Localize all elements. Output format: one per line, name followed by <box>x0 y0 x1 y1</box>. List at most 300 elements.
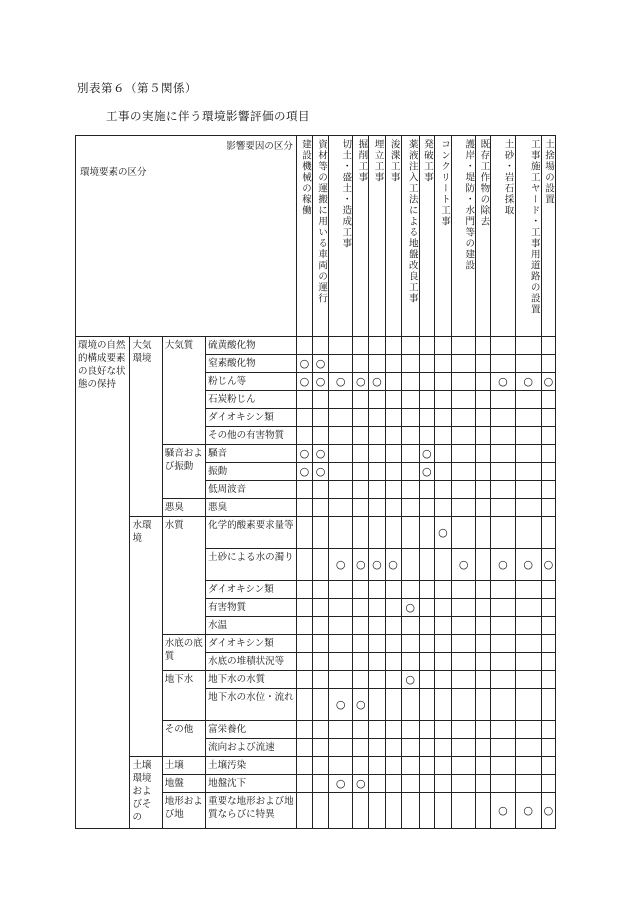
mark-cell <box>491 445 515 463</box>
mark-cell <box>515 757 541 775</box>
mark-cell <box>491 653 515 671</box>
mark-cell <box>369 739 385 757</box>
mark-cell <box>369 481 385 499</box>
mark-cell <box>385 721 401 739</box>
mark-cell <box>541 337 555 355</box>
mark-cell <box>452 391 476 409</box>
category-l3-other: その他 <box>162 721 205 757</box>
mark-cell: ○ <box>329 775 353 793</box>
mark-cell <box>476 517 491 549</box>
col-header: 埋立工事 <box>369 136 385 337</box>
col-header: 護岸・堤防・水門等の建設 <box>452 136 476 337</box>
mark-cell: ○ <box>515 793 541 829</box>
col-header: 切土・盛土・造成工事 <box>329 136 353 337</box>
mark-cell <box>385 481 401 499</box>
mark-cell <box>491 671 515 689</box>
mark-cell <box>419 653 434 671</box>
category-l2-water-env: 水環境 <box>130 517 162 757</box>
col-header: 掘削工事 <box>353 136 369 337</box>
mark-cell <box>515 739 541 757</box>
row-label: 化学的酸素要求量等 <box>206 517 297 549</box>
mark-cell <box>419 391 434 409</box>
mark-cell <box>296 757 312 775</box>
mark-cell <box>541 671 555 689</box>
mark-cell <box>329 391 353 409</box>
mark-cell <box>476 721 491 739</box>
mark-cell <box>369 775 385 793</box>
mark-cell <box>385 775 401 793</box>
mark-cell <box>369 617 385 635</box>
col-header: 既存工作物の除去 <box>476 136 491 337</box>
mark-cell <box>515 337 541 355</box>
category-l3-ground: 地盤 <box>162 775 205 793</box>
mark-cell <box>353 617 369 635</box>
mark-cell <box>385 409 401 427</box>
mark-cell <box>541 617 555 635</box>
mark-cell: ○ <box>329 689 353 721</box>
mark-cell <box>296 653 312 671</box>
row-label: ダイオキシン類 <box>206 409 297 427</box>
col-header: 資材等の運搬に用いる車両の運行 <box>312 136 328 337</box>
mark-cell <box>452 499 476 517</box>
mark-cell <box>329 409 353 427</box>
mark-cell <box>541 391 555 409</box>
mark-cell: ○ <box>296 445 312 463</box>
mark-cell <box>296 499 312 517</box>
mark-cell <box>434 757 451 775</box>
mark-cell <box>452 337 476 355</box>
mark-cell <box>476 481 491 499</box>
mark-cell <box>312 757 328 775</box>
mark-cell <box>515 445 541 463</box>
mark-cell <box>515 481 541 499</box>
mark-cell <box>312 481 328 499</box>
mark-cell <box>434 445 451 463</box>
mark-cell <box>312 671 328 689</box>
assessment-table <box>75 135 556 829</box>
mark-cell <box>329 721 353 739</box>
mark-cell: ○ <box>541 373 555 391</box>
mark-cell <box>296 775 312 793</box>
mark-cell <box>541 739 555 757</box>
category-l3-noise: 騒音および振動 <box>162 445 205 499</box>
mark-cell <box>515 355 541 373</box>
category-l3-odor: 悪臭 <box>162 499 205 517</box>
mark-cell <box>296 617 312 635</box>
mark-cell <box>434 337 451 355</box>
col-header: 浚渫工事 <box>385 136 401 337</box>
mark-cell <box>452 617 476 635</box>
mark-cell <box>434 581 451 599</box>
mark-cell <box>491 757 515 775</box>
table-title: 工事の実施に伴う環境影響評価の項目 <box>106 109 310 123</box>
mark-cell: ○ <box>491 373 515 391</box>
mark-cell <box>401 721 419 739</box>
mark-cell <box>385 373 401 391</box>
mark-cell <box>434 499 451 517</box>
mark-cell <box>353 599 369 617</box>
category-l3-groundwater: 地下水 <box>162 671 205 721</box>
mark-cell: ○ <box>434 517 451 549</box>
mark-cell: ○ <box>515 373 541 391</box>
mark-cell <box>353 481 369 499</box>
mark-cell <box>434 653 451 671</box>
mark-cell <box>491 409 515 427</box>
mark-cell <box>353 653 369 671</box>
mark-cell <box>515 581 541 599</box>
row-label: 騒音 <box>206 445 297 463</box>
mark-cell <box>353 739 369 757</box>
mark-cell <box>434 635 451 653</box>
mark-cell <box>541 721 555 739</box>
mark-cell <box>296 689 312 721</box>
mark-cell <box>369 409 385 427</box>
mark-cell: ○ <box>312 445 328 463</box>
mark-cell <box>401 373 419 391</box>
mark-cell <box>401 775 419 793</box>
mark-cell <box>329 739 353 757</box>
mark-cell <box>385 671 401 689</box>
mark-cell <box>541 499 555 517</box>
row-label: 悪臭 <box>206 499 297 517</box>
row-label: 低周波音 <box>206 481 297 499</box>
mark-cell <box>452 427 476 445</box>
mark-cell <box>369 391 385 409</box>
mark-cell <box>419 599 434 617</box>
mark-cell <box>401 653 419 671</box>
mark-cell <box>419 721 434 739</box>
row-label: 地下水の水質 <box>206 671 297 689</box>
mark-cell <box>452 757 476 775</box>
mark-cell <box>476 337 491 355</box>
mark-cell <box>452 355 476 373</box>
mark-cell <box>296 337 312 355</box>
mark-cell <box>329 337 353 355</box>
mark-cell <box>401 739 419 757</box>
mark-cell <box>401 463 419 481</box>
mark-cell <box>476 599 491 617</box>
mark-cell <box>434 599 451 617</box>
mark-cell <box>491 463 515 481</box>
row-label: 地盤沈下 <box>206 775 297 793</box>
mark-cell <box>385 355 401 373</box>
mark-cell <box>434 617 451 635</box>
mark-cell <box>434 775 451 793</box>
mark-cell <box>541 653 555 671</box>
mark-cell <box>329 653 353 671</box>
mark-cell <box>476 463 491 481</box>
mark-cell <box>369 517 385 549</box>
mark-cell <box>369 653 385 671</box>
mark-cell <box>353 445 369 463</box>
mark-cell <box>296 581 312 599</box>
mark-cell <box>491 739 515 757</box>
mark-cell <box>515 721 541 739</box>
mark-cell <box>312 517 328 549</box>
mark-cell <box>491 517 515 549</box>
mark-cell <box>401 337 419 355</box>
mark-cell <box>329 757 353 775</box>
mark-cell <box>452 599 476 617</box>
mark-cell <box>515 391 541 409</box>
mark-cell <box>401 391 419 409</box>
mark-cell <box>515 775 541 793</box>
col-header: コンクリート工事 <box>434 136 451 337</box>
mark-cell <box>419 409 434 427</box>
mark-cell <box>434 463 451 481</box>
mark-cell <box>452 775 476 793</box>
mark-cell <box>369 635 385 653</box>
mark-cell <box>312 499 328 517</box>
mark-cell <box>369 463 385 481</box>
mark-cell <box>491 689 515 721</box>
table-row <box>76 757 556 775</box>
mark-cell <box>434 373 451 391</box>
mark-cell <box>401 517 419 549</box>
mark-cell <box>476 581 491 599</box>
mark-cell <box>419 775 434 793</box>
category-l2-soil-env: 土壌環境およびその <box>130 757 162 829</box>
mark-cell <box>385 793 401 829</box>
mark-cell <box>353 391 369 409</box>
mark-cell <box>541 481 555 499</box>
mark-cell <box>476 689 491 721</box>
mark-cell <box>541 635 555 653</box>
mark-cell <box>541 599 555 617</box>
mark-cell <box>434 689 451 721</box>
mark-cell <box>369 793 385 829</box>
mark-cell <box>296 517 312 549</box>
mark-cell <box>434 427 451 445</box>
mark-cell <box>329 445 353 463</box>
row-label: 土壌汚染 <box>206 757 297 775</box>
mark-cell <box>434 793 451 829</box>
mark-cell <box>385 517 401 549</box>
mark-cell <box>312 409 328 427</box>
mark-cell <box>419 671 434 689</box>
mark-cell <box>312 581 328 599</box>
mark-cell <box>419 617 434 635</box>
mark-cell <box>369 757 385 775</box>
mark-cell <box>476 549 491 581</box>
category-l3-bottom: 水底の底質 <box>162 635 205 671</box>
mark-cell <box>369 689 385 721</box>
mark-cell <box>491 337 515 355</box>
mark-cell <box>329 635 353 653</box>
mark-cell: ○ <box>515 549 541 581</box>
mark-cell <box>353 721 369 739</box>
mark-cell <box>401 689 419 721</box>
mark-cell <box>296 427 312 445</box>
mark-cell <box>353 427 369 445</box>
mark-cell <box>515 635 541 653</box>
mark-cell <box>515 599 541 617</box>
factor-label: 影響要因の区分 <box>226 141 293 152</box>
mark-cell <box>401 427 419 445</box>
category-l3-water-quality: 水質 <box>162 517 205 635</box>
mark-cell <box>329 581 353 599</box>
mark-cell: ○ <box>491 549 515 581</box>
mark-cell <box>434 549 451 581</box>
mark-cell: ○ <box>353 549 369 581</box>
mark-cell <box>541 581 555 599</box>
mark-cell <box>353 793 369 829</box>
category-l1: 環境の自然的構成要素の良好な状態の保持 <box>76 337 130 829</box>
mark-cell: ○ <box>329 373 353 391</box>
mark-cell <box>353 757 369 775</box>
mark-cell <box>312 427 328 445</box>
mark-cell <box>385 617 401 635</box>
mark-cell <box>452 409 476 427</box>
mark-cell <box>476 635 491 653</box>
mark-cell <box>491 635 515 653</box>
mark-cell: ○ <box>312 463 328 481</box>
mark-cell: ○ <box>369 373 385 391</box>
mark-cell <box>385 391 401 409</box>
mark-cell <box>385 427 401 445</box>
mark-cell <box>385 635 401 653</box>
mark-cell <box>353 581 369 599</box>
mark-cell <box>385 757 401 775</box>
row-label: 水底の堆積状況等 <box>206 653 297 671</box>
mark-cell <box>476 373 491 391</box>
mark-cell <box>353 409 369 427</box>
mark-cell <box>296 549 312 581</box>
mark-cell <box>452 671 476 689</box>
mark-cell <box>419 689 434 721</box>
mark-cell <box>476 427 491 445</box>
mark-cell <box>515 499 541 517</box>
mark-cell <box>491 775 515 793</box>
mark-cell <box>369 671 385 689</box>
mark-cell <box>385 739 401 757</box>
mark-cell <box>353 355 369 373</box>
row-label: 硫黄酸化物 <box>206 337 297 355</box>
mark-cell <box>369 445 385 463</box>
mark-cell <box>452 739 476 757</box>
mark-cell <box>296 599 312 617</box>
mark-cell <box>541 445 555 463</box>
mark-cell <box>312 653 328 671</box>
mark-cell <box>312 617 328 635</box>
mark-cell <box>419 549 434 581</box>
mark-cell <box>491 391 515 409</box>
mark-cell <box>452 653 476 671</box>
header-row <box>76 136 556 337</box>
mark-cell <box>419 581 434 599</box>
mark-cell: ○ <box>353 775 369 793</box>
mark-cell <box>296 391 312 409</box>
mark-cell <box>401 355 419 373</box>
mark-cell <box>369 355 385 373</box>
table-row <box>76 337 556 355</box>
row-label: 石炭粉じん <box>206 391 297 409</box>
mark-cell <box>312 337 328 355</box>
mark-cell <box>296 793 312 829</box>
mark-cell <box>369 337 385 355</box>
mark-cell <box>296 409 312 427</box>
mark-cell <box>452 517 476 549</box>
mark-cell <box>515 463 541 481</box>
row-label: 振動 <box>206 463 297 481</box>
mark-cell: ○ <box>312 373 328 391</box>
mark-cell <box>401 635 419 653</box>
mark-cell <box>476 445 491 463</box>
mark-cell <box>401 617 419 635</box>
mark-cell <box>296 721 312 739</box>
col-header: 土砂・岩石採取 <box>491 136 515 337</box>
mark-cell: ○ <box>369 549 385 581</box>
mark-cell <box>385 445 401 463</box>
mark-cell: ○ <box>491 793 515 829</box>
mark-cell <box>385 337 401 355</box>
mark-cell <box>385 581 401 599</box>
mark-cell <box>452 481 476 499</box>
row-label: 地下水の水位・流れ <box>206 689 297 721</box>
mark-cell <box>329 599 353 617</box>
mark-cell: ○ <box>353 689 369 721</box>
mark-cell: ○ <box>401 671 419 689</box>
mark-cell <box>452 463 476 481</box>
mark-cell <box>452 581 476 599</box>
mark-cell <box>452 635 476 653</box>
mark-cell <box>385 599 401 617</box>
mark-cell: ○ <box>296 355 312 373</box>
mark-cell <box>312 793 328 829</box>
mark-cell <box>419 499 434 517</box>
mark-cell <box>541 757 555 775</box>
row-label: 粉じん等 <box>206 373 297 391</box>
mark-cell: ○ <box>419 463 434 481</box>
mark-cell <box>491 427 515 445</box>
mark-cell <box>515 409 541 427</box>
mark-cell <box>401 481 419 499</box>
mark-cell <box>329 481 353 499</box>
mark-cell <box>329 793 353 829</box>
mark-cell <box>401 549 419 581</box>
row-label: ダイオキシン類 <box>206 581 297 599</box>
mark-cell <box>434 671 451 689</box>
mark-cell <box>419 635 434 653</box>
row-label: 土砂による水の濁り <box>206 549 297 581</box>
mark-cell: ○ <box>401 599 419 617</box>
mark-cell: ○ <box>329 549 353 581</box>
mark-cell <box>491 721 515 739</box>
mark-cell <box>491 581 515 599</box>
mark-cell <box>491 599 515 617</box>
mark-cell <box>515 671 541 689</box>
mark-cell <box>434 355 451 373</box>
row-label: 窒素酸化物 <box>206 355 297 373</box>
mark-cell <box>541 689 555 721</box>
mark-cell <box>329 617 353 635</box>
mark-cell <box>369 499 385 517</box>
col-header: 発破工事 <box>419 136 434 337</box>
row-label: その他の有害物質 <box>206 427 297 445</box>
mark-cell <box>515 689 541 721</box>
col-header: 建設機械の稼働 <box>296 136 312 337</box>
mark-cell <box>296 635 312 653</box>
mark-cell <box>434 481 451 499</box>
mark-cell <box>312 635 328 653</box>
mark-cell <box>369 427 385 445</box>
mark-cell: ○ <box>452 549 476 581</box>
mark-cell: ○ <box>541 793 555 829</box>
mark-cell <box>369 599 385 617</box>
mark-cell <box>296 739 312 757</box>
mark-cell <box>434 409 451 427</box>
col-header: 薬液注入工法による地盤改良工事 <box>401 136 419 337</box>
